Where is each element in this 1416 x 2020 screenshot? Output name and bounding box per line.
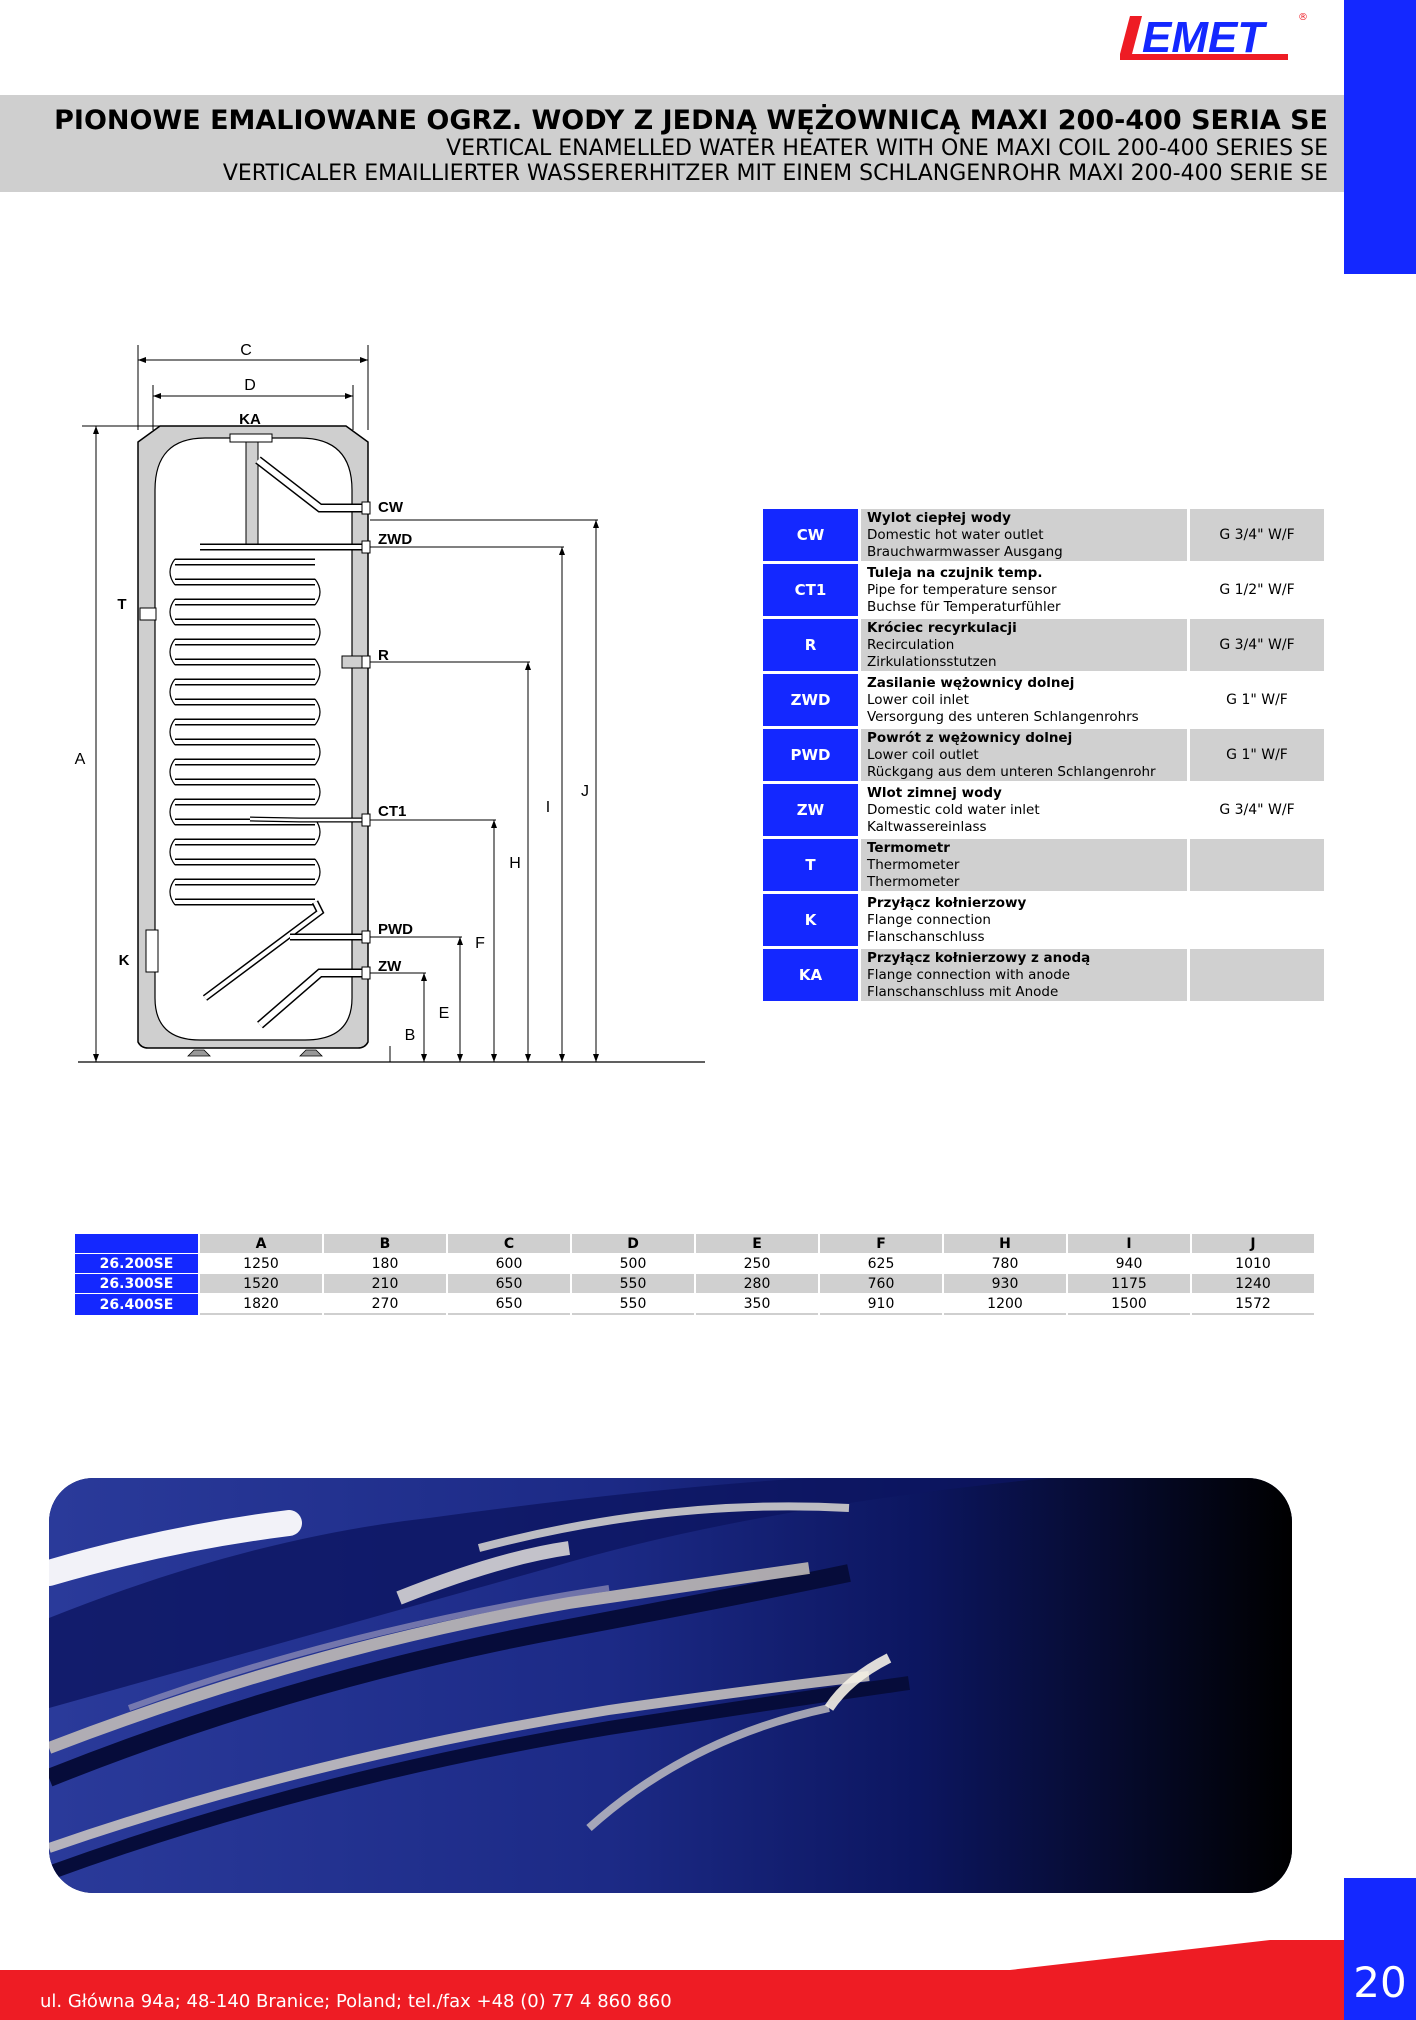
model-code: 26.200SE (75, 1254, 198, 1273)
page-number: 20 (1353, 1958, 1407, 2007)
connection-code: PWD (763, 729, 858, 781)
connection-row-r (763, 619, 1324, 671)
table-row (75, 1294, 1314, 1315)
connection-code: CT1 (763, 564, 858, 616)
port-label-t: T (117, 596, 127, 613)
table-cell: 910 (820, 1294, 942, 1315)
connection-description: Zasilanie wężownicy dolnej Lower coil inlet Versorgung des unteren Schlangenrohrs (867, 674, 1139, 725)
table-cell: 600 (495, 1255, 523, 1272)
connections-table (760, 506, 1327, 1004)
connection-code: CW (763, 509, 858, 561)
column-header: A (200, 1234, 322, 1253)
port-label-r: R (378, 647, 389, 664)
side-accent-bar-top (1344, 0, 1416, 274)
dim-label-c: C (240, 342, 252, 359)
connection-row-ka (763, 949, 1324, 1001)
footer-address: ul. Główna 94a; 48-140 Branice; Poland; tel./fax +48 (0) 77 4 860 860 (40, 1991, 672, 2012)
column-header: C (448, 1234, 570, 1253)
table-cell: 625 (867, 1255, 895, 1272)
column-header: I (1068, 1234, 1190, 1253)
connection-description: Powrót z wężownicy dolnej Lower coil outlet Rückgang aus dem unteren Schlangenrohr (861, 729, 1187, 781)
svg-text:EMET: EMET (1142, 13, 1265, 62)
model-code: 26.300SE (75, 1274, 198, 1293)
port-label-ka: KA (239, 411, 261, 428)
connection-row-cw (763, 509, 1324, 561)
title-english: VERTICAL ENAMELLED WATER HEATER WITH ONE MAXI COIL 200-400 SERIES SE (446, 136, 1328, 161)
connection-code: ZW (763, 784, 858, 836)
connection-code: K (763, 894, 858, 946)
table-cell: 270 (324, 1294, 446, 1315)
column-header: E (696, 1234, 818, 1253)
title-german: VERTICALER EMAILLIERTER WASSERERHITZER MIT EINEM SCHLANGENROHR MAXI 200-400 SERIE SE (222, 161, 1328, 186)
svg-text:®: ® (1298, 12, 1308, 23)
table-cell: 1500 (1068, 1294, 1190, 1315)
column-header: H (944, 1234, 1066, 1253)
title-polish: PIONOWE EMALIOWANE OGRZ. WODY Z JEDNĄ WĘŻOWNICĄ MAXI 200-400 SERIA SE (54, 105, 1328, 136)
connection-code: R (763, 619, 858, 671)
table-cell: 550 (572, 1274, 694, 1293)
connection-code: KA (763, 949, 858, 1001)
connection-row-ct1 (763, 564, 1324, 616)
table-cell: 780 (991, 1255, 1019, 1272)
enamel-coil-photo (49, 1478, 1292, 1893)
table-cell: 1520 (200, 1274, 322, 1293)
column-header: J (1192, 1234, 1314, 1253)
connection-row-pwd (763, 729, 1324, 781)
table-cell: 930 (944, 1274, 1066, 1293)
dim-label-i: I (545, 799, 551, 816)
model-code: 26.400SE (75, 1294, 198, 1315)
table-cell: 1010 (1235, 1255, 1271, 1272)
port-label-k: K (118, 952, 130, 969)
connection-thread (1190, 949, 1324, 1001)
connection-description: Wlot zimnej wody Domestic cold water inlet Kaltwassereinlass (867, 784, 1040, 835)
column-header: F (820, 1234, 942, 1253)
port-label-zw: ZW (378, 958, 402, 975)
port-label-ct1: CT1 (378, 803, 407, 820)
connection-code: ZWD (763, 674, 858, 726)
table-cell: 1820 (200, 1294, 322, 1315)
title-band (0, 95, 1344, 192)
heater-technical-drawing (60, 330, 720, 1090)
connection-row-k (763, 894, 1324, 946)
table-cell: 280 (696, 1274, 818, 1293)
connection-thread: G 1" W/F (1226, 692, 1288, 708)
dimensions-header-row (75, 1234, 1314, 1253)
table-cell: 1572 (1192, 1294, 1314, 1315)
table-cell: 180 (371, 1255, 399, 1272)
connection-description: Wylot ciepłej wody Domestic hot water outlet Brauchwarmwasser Ausgang (861, 509, 1187, 561)
table-cell: 760 (820, 1274, 942, 1293)
dim-label-d: D (244, 377, 256, 394)
connection-thread (1190, 839, 1324, 891)
dim-label-h: H (509, 855, 521, 872)
column-header: D (572, 1234, 694, 1253)
port-label-pwd: PWD (378, 921, 413, 938)
header-blank (75, 1234, 198, 1253)
table-cell: 210 (324, 1274, 446, 1293)
table-cell: 1240 (1192, 1274, 1314, 1293)
table-row (75, 1274, 1314, 1293)
table-cell: 350 (696, 1294, 818, 1315)
dim-label-j: J (581, 783, 589, 800)
column-header: B (324, 1234, 446, 1253)
dim-label-f: F (475, 935, 485, 952)
dim-label-b: B (404, 1027, 416, 1044)
connection-row-zw (763, 784, 1324, 836)
table-cell: 550 (572, 1294, 694, 1315)
dim-label-e: E (438, 1005, 450, 1022)
connection-description: Termometr Thermometer Thermometer (861, 839, 1187, 891)
table-cell: 1250 (243, 1255, 279, 1272)
connection-code: T (763, 839, 858, 891)
table-cell: 500 (619, 1255, 647, 1272)
connection-thread: G 3/4" W/F (1219, 802, 1295, 818)
connection-description: Tuleja na czujnik temp. Pipe for temperature sensor Buchse für Temperaturfühler (867, 564, 1061, 615)
connection-description: Przyłącz kołnierzowy Flange connection Flanschanschluss (867, 894, 1027, 945)
table-cell: 1200 (944, 1294, 1066, 1315)
table-cell: 650 (448, 1294, 570, 1315)
brand-logo (1120, 8, 1310, 62)
connection-thread: G 1" W/F (1190, 729, 1324, 781)
connection-description: Przyłącz kołnierzowy z anodą Flange connection with anode Flanschanschluss mit Anode (861, 949, 1187, 1001)
table-row (75, 1254, 1314, 1273)
connection-row-zwd (763, 674, 1324, 726)
table-cell: 650 (448, 1274, 570, 1293)
connection-thread (1190, 894, 1324, 946)
connection-thread: G 3/4" W/F (1190, 509, 1324, 561)
dimensions-table (73, 1233, 1316, 1316)
port-label-zwd: ZWD (378, 531, 413, 548)
connection-thread: G 3/4" W/F (1190, 619, 1324, 671)
dim-label-a: A (74, 751, 86, 768)
port-label-cw: CW (378, 499, 403, 516)
connection-row-t (763, 839, 1324, 891)
table-cell: 1175 (1068, 1274, 1190, 1293)
connection-description: Króciec recyrkulacji Recirculation Zirkulationsstutzen (861, 619, 1187, 671)
connection-thread: G 1/2" W/F (1219, 582, 1295, 598)
table-cell: 940 (1115, 1255, 1143, 1272)
table-cell: 250 (743, 1255, 771, 1272)
